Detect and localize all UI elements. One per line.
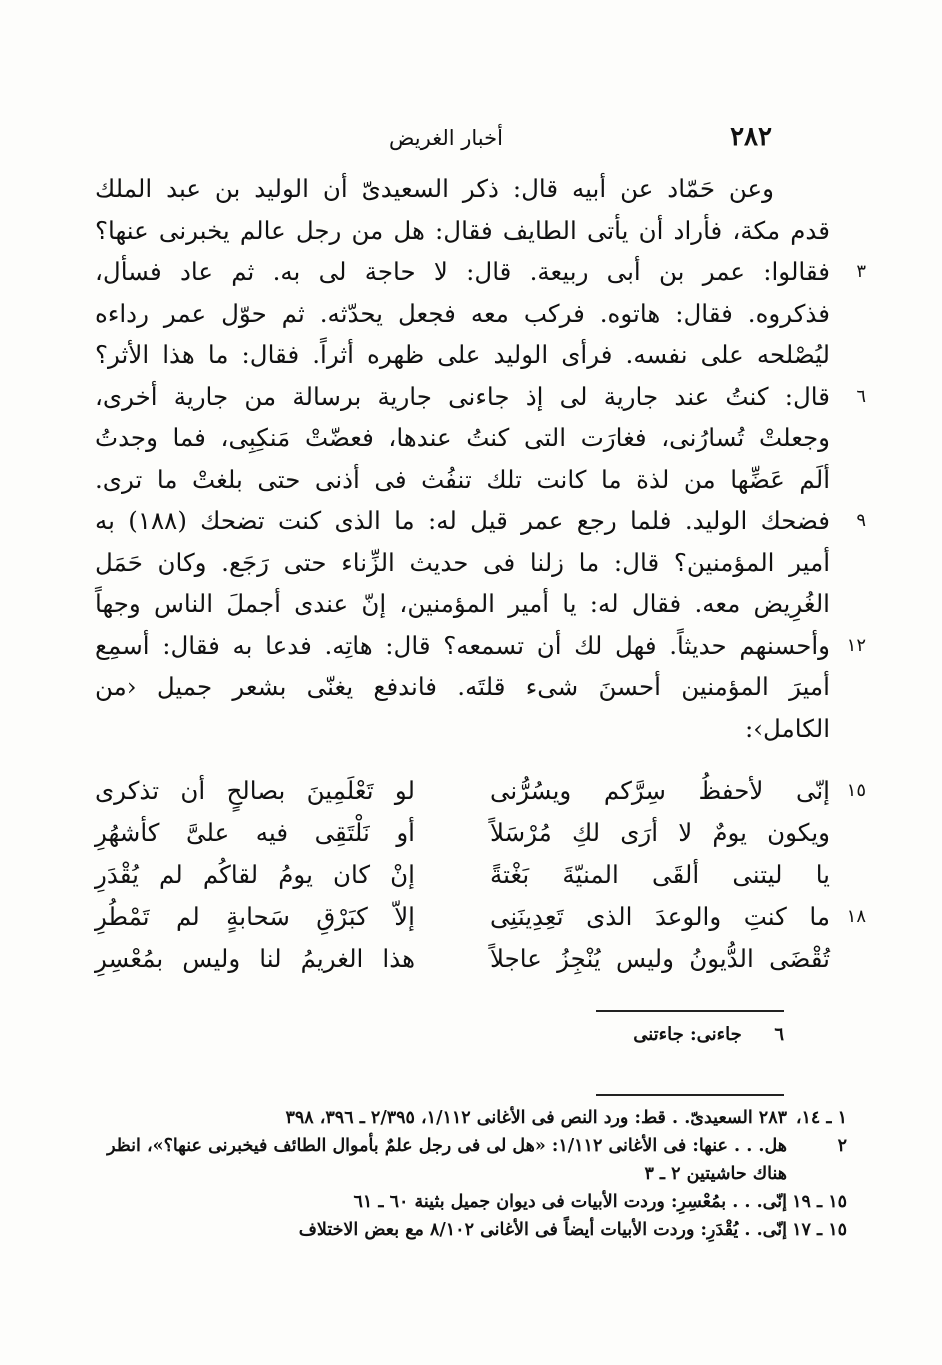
notes-divider	[596, 1094, 784, 1096]
prose-text: الكامل›:	[745, 713, 830, 743]
prose-line	[95, 251, 866, 293]
second-hemistich: إلاّ كبَرْقِ سَحابةٍ لم تَمْطُرِ	[95, 902, 415, 931]
prose-line	[95, 583, 830, 625]
note-ref: ١٥ ـ ١٩	[792, 1192, 847, 1212]
note	[95, 1216, 847, 1244]
note	[95, 1104, 847, 1132]
verse	[95, 854, 830, 896]
line-number: ٩	[856, 510, 866, 531]
prose-text: أميرَ المؤمنين أحسنَ شىء قلتَه. فاندفع يغنّى بشعر جميل ‹من	[95, 672, 830, 701]
first-hemistich: ما كنتِ والوعدَ الذى تَعِدِينَنِى	[490, 902, 830, 931]
prose-text: وجعلتْ تُسارُنى، فغارَت التى كنتُ عندها، فعضّتْ مَنكِبِى، فما وجدتُ	[95, 423, 830, 452]
prose-text: أمير المؤمنين؟ قال: ما زلنا فى حديث الزِّناء حتى رَجَع. وكان حَمَل	[95, 547, 830, 577]
first-hemistich: إنّى لأحفظُ سِرَّكم ويسُرُّنى	[490, 776, 830, 805]
note-ref: ١ ـ ١٤،	[795, 1108, 847, 1128]
second-hemistich: لو تَعْلَمِينَ بصالحٍ أن تذكرى	[95, 776, 415, 805]
note-ref: ٢	[837, 1136, 847, 1156]
apparatus-divider	[596, 1010, 784, 1012]
prose-line	[95, 500, 866, 542]
verse	[95, 770, 866, 812]
apparatus-text: جاءنى: جاءتنى	[633, 1024, 742, 1045]
line-number: ١٥	[846, 780, 866, 801]
note	[95, 1188, 847, 1216]
line-number: ١٢	[846, 634, 866, 656]
prose-text: ليُصْلحه على نفسه. فرأى الوليد على ظهره أثراً. فقال: ما هذا الأثر؟	[95, 340, 830, 369]
note-text: إنّى. . يُقْدَرِ: وردت الأبيات أيضاً فى الأغانى ٨/١٠٢ مع بعض الاختلاف	[298, 1220, 787, 1240]
prose-text: وأحسنهم حديثاً. فهل لك أن تسمعه؟ قال: هاتِه. فدعا به فقال: أسمِع	[95, 630, 830, 660]
verse	[95, 896, 866, 938]
second-hemistich: إنْ كان يومُ لقاكُم لم يُقْدَرِ	[95, 860, 415, 889]
prose-line	[95, 334, 830, 376]
note-text: ٢٨٣ السعيدىّ. . قط: ورد النص فى الأغانى ١/١١٢، ٢/٣٩٥ ـ ٣٩٦، ٣٩٨	[285, 1108, 787, 1128]
prose-line	[95, 210, 830, 252]
second-hemistich: أو نَلْتَقِى فيه علىَّ كأشهُرِ	[95, 818, 415, 847]
source-notes	[95, 1104, 847, 1244]
prose-text: ألَم عَضِّها من لذة ما كانت تلك تنفُث فى أذنى حتى بلغتْ ما ترى.	[95, 464, 830, 494]
line-number: ٣	[856, 261, 866, 282]
prose-text: فذكروه. فقال: هاتوه. فركب معه فجعل يحدّثه. ثم حوّل عمر رداءه	[95, 298, 830, 328]
line-number: ٦	[856, 385, 866, 407]
prose-line	[95, 168, 830, 210]
line-number: ١٨	[846, 906, 866, 927]
apparatus-line-number: ٦	[774, 1024, 784, 1045]
first-hemistich: تُقْضَى الدُّيونُ وليس يُنْجِزُ عاجلاً	[490, 944, 830, 973]
prose-text: قدم مكة، فأراد أن يأتى الطايف فقال: هل من رجل عالم يخبرنى عنها؟	[95, 215, 830, 245]
prose-line	[95, 417, 830, 459]
first-hemistich: يا ليتنى ألقَى المنيّةَ بَغْتةً	[490, 860, 830, 889]
second-hemistich: هذا الغريمُ لنا وليس بمُعْسِرِ	[95, 944, 415, 973]
note-ref: ١٥ ـ ١٧	[792, 1220, 847, 1240]
prose-line	[95, 459, 830, 501]
poem	[95, 770, 866, 980]
prose-text: فقالوا: عمر بن أبى ربيعة. قال: لا حاجة لى به. ثم عاد فسأل،	[95, 257, 830, 286]
prose-line	[95, 625, 866, 667]
verse	[95, 938, 830, 980]
page-number: ٢٨٢	[730, 122, 772, 152]
note-text: هل. . . عنها: فى الأغانى ١/١١٢: «هل لى فى رجل علمٌ بأموال الطائف فيخبرنى عنها؟»، انظر هناك حاشيتين ٢ ـ ٣	[107, 1136, 787, 1184]
verse	[95, 812, 830, 854]
first-hemistich: ويكون يومٌ لا أرَى لكِ مُرْسَلاً	[490, 818, 830, 847]
prose-line	[95, 376, 866, 418]
prose-line	[95, 293, 830, 335]
running-head	[120, 122, 772, 158]
running-title: أخبار الغريض	[389, 126, 503, 150]
prose-text: فضحك الوليد. فلما رجع عمر قيل له: ما الذى كنت تضحك (١٨٨) به	[95, 506, 830, 535]
prose-text: قال: كنتُ عند جارية لى إذ جاءنى جارية برسالة من جارية أخرى،	[95, 381, 830, 411]
prose-line	[95, 542, 830, 584]
prose-line	[95, 708, 830, 750]
prose-body	[95, 168, 866, 749]
prose-text: وعن حَمّاد عن أبيه قال: ذكر السعيدىّ أن الوليد بن عبد الملك	[95, 174, 774, 203]
prose-line	[95, 666, 830, 708]
note-text: إنّى. . . بمُعْسِرِ: وردت الأبيات فى ديوان جميل بثينة ٦٠ ـ ٦١	[353, 1192, 787, 1212]
prose-text: الغُرِيض معه. فقال له: يا أمير المؤمنين، إنّ عندى أجملَ الناس وجهاً	[95, 589, 830, 618]
note	[95, 1132, 847, 1188]
critical-apparatus	[384, 1024, 784, 1045]
